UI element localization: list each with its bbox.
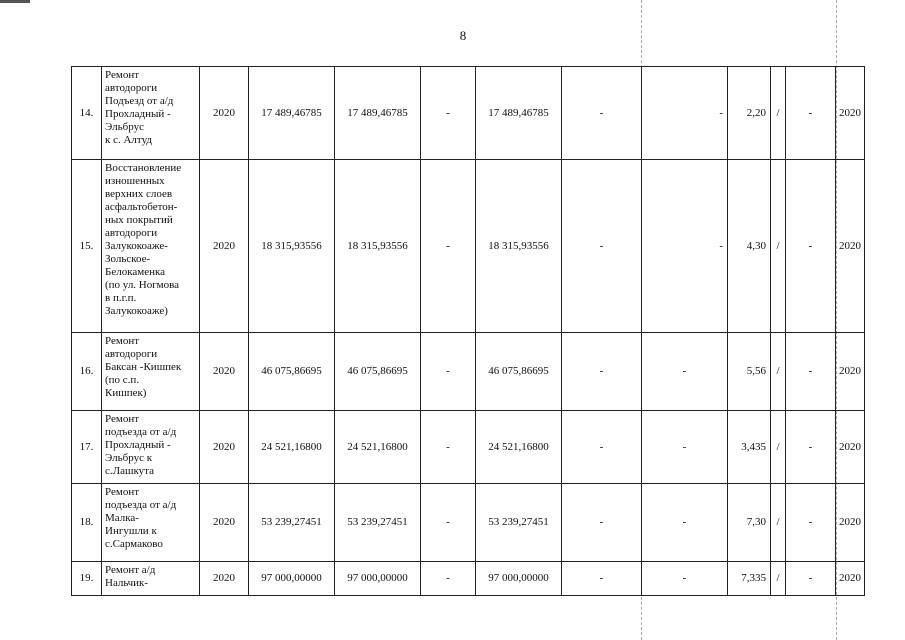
length-cell: 3,435 <box>728 411 771 484</box>
dash-cell: - <box>562 67 642 160</box>
dash-cell: - <box>562 160 642 333</box>
total-cost-cell: 46 075,86695 <box>249 333 335 411</box>
length-cell: 4,30 <box>728 160 771 333</box>
year-cell: 2020 <box>200 160 249 333</box>
completion-year-cell: 2020 <box>836 160 865 333</box>
completion-year-cell: 2020 <box>836 484 865 562</box>
table-row <box>72 411 865 484</box>
dash-cell: - <box>642 562 728 596</box>
cost-cell: 18 315,93556 <box>476 160 562 333</box>
dash-cell: - <box>562 333 642 411</box>
table-row <box>72 333 865 411</box>
dash-cell: - <box>421 484 476 562</box>
dash-cell: - <box>642 411 728 484</box>
year-cell: 2020 <box>200 484 249 562</box>
row-index: 14. <box>72 67 102 160</box>
dash-cell: - <box>642 333 728 411</box>
cost-cell: 46 075,86695 <box>476 333 562 411</box>
row-index: 16. <box>72 333 102 411</box>
dash-cell: - <box>421 333 476 411</box>
slash-cell: / <box>771 411 786 484</box>
length-cell: 2,20 <box>728 67 771 160</box>
total-cost-cell: 97 000,00000 <box>249 562 335 596</box>
object-name: Восстановление изношенных верхних слоев асфальтобетон- ных покрытий автодороги Залукокоаже- Зольское- Белокаменка (по ул. Ногмова в п.г.п. Залукокоаже) <box>102 160 200 333</box>
dash-cell: - <box>786 411 836 484</box>
row-index: 15. <box>72 160 102 333</box>
length-cell: 5,56 <box>728 333 771 411</box>
dash-cell: - <box>421 67 476 160</box>
scan-edge-mark <box>0 0 30 3</box>
object-name: Ремонт автодороги Баксан -Кишпек (по с.п. Кишпек) <box>102 333 200 411</box>
year-cell: 2020 <box>200 67 249 160</box>
slash-cell: / <box>771 67 786 160</box>
object-name: Ремонт подъезда от а/д Малка- Ингушли к с.Сармаково <box>102 484 200 562</box>
dash-cell: - <box>786 160 836 333</box>
dash-cell: - <box>786 484 836 562</box>
cost-cell: 97 000,00000 <box>335 562 421 596</box>
dash-cell: - <box>562 484 642 562</box>
cost-cell: 97 000,00000 <box>476 562 562 596</box>
table-row <box>72 484 865 562</box>
dash-cell: - <box>421 411 476 484</box>
cost-cell: 46 075,86695 <box>335 333 421 411</box>
year-cell: 2020 <box>200 562 249 596</box>
cost-cell: 18 315,93556 <box>335 160 421 333</box>
cost-cell: 24 521,16800 <box>335 411 421 484</box>
dash-cell: - <box>786 67 836 160</box>
completion-year-cell: 2020 <box>836 333 865 411</box>
page-number: 8 <box>459 28 467 43</box>
dash-cell: - <box>786 333 836 411</box>
total-cost-cell: 17 489,46785 <box>249 67 335 160</box>
object-name: Ремонт а/д Нальчик- <box>102 562 200 596</box>
cost-cell: 53 239,27451 <box>476 484 562 562</box>
dash-cell: - <box>642 160 728 333</box>
cost-cell: 17 489,46785 <box>476 67 562 160</box>
table-row <box>72 562 865 596</box>
year-cell: 2020 <box>200 333 249 411</box>
length-cell: 7,335 <box>728 562 771 596</box>
row-index: 17. <box>72 411 102 484</box>
total-cost-cell: 24 521,16800 <box>249 411 335 484</box>
object-name: Ремонт подъезда от а/д Прохладный - Эльбрус к с.Лашкута <box>102 411 200 484</box>
year-cell: 2020 <box>200 411 249 484</box>
length-cell: 7,30 <box>728 484 771 562</box>
slash-cell: / <box>771 160 786 333</box>
cost-cell: 17 489,46785 <box>335 67 421 160</box>
dash-cell: - <box>642 484 728 562</box>
completion-year-cell: 2020 <box>836 67 865 160</box>
table-body <box>72 67 865 596</box>
dash-cell: - <box>786 562 836 596</box>
dash-cell: - <box>562 562 642 596</box>
completion-year-cell: 2020 <box>836 562 865 596</box>
total-cost-cell: 53 239,27451 <box>249 484 335 562</box>
road-repair-table <box>71 66 865 596</box>
cost-cell: 53 239,27451 <box>335 484 421 562</box>
dash-cell: - <box>421 562 476 596</box>
dash-cell: - <box>642 67 728 160</box>
completion-year-cell: 2020 <box>836 411 865 484</box>
total-cost-cell: 18 315,93556 <box>249 160 335 333</box>
table-row <box>72 67 865 160</box>
slash-cell: / <box>771 562 786 596</box>
row-index: 18. <box>72 484 102 562</box>
row-index: 19. <box>72 562 102 596</box>
dash-cell: - <box>562 411 642 484</box>
dash-cell: - <box>421 160 476 333</box>
cost-cell: 24 521,16800 <box>476 411 562 484</box>
table-row <box>72 160 865 333</box>
slash-cell: / <box>771 333 786 411</box>
object-name: Ремонт автодороги Подъезд от а/д Прохладный - Эльбрус к с. Алтуд <box>102 67 200 160</box>
slash-cell: / <box>771 484 786 562</box>
